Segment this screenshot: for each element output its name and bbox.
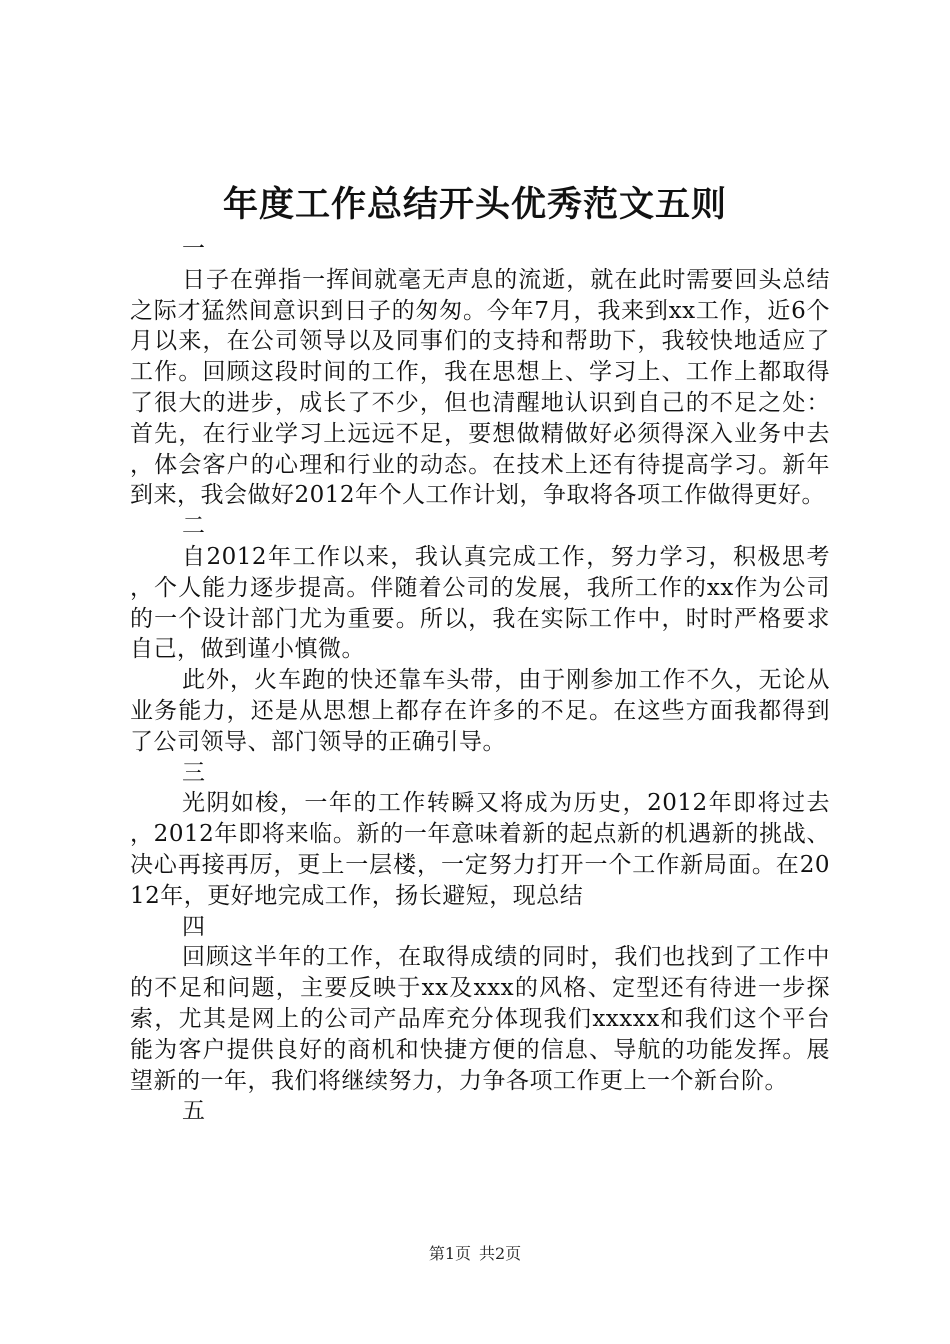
document-title: 年度工作总结开头优秀范文五则: [222, 184, 727, 225]
page-footer: [0, 1243, 950, 1265]
section-4-paragraph-1: 回顾这半年的工作，在取得成绩的同时，我们也找到了工作中的不足和问题，主要反映于xx及xxx的风格、定型还有待进一步探索，尤其是网上的公司产品库充分体现我们xxxxx和我们这个平台能为客户提供良好的商机和快捷方便的信息、导航的功能发挥。展望新的一年，我们将继续努力，力争各项工作更上一个新台阶。: [130, 944, 830, 1094]
section-number-2: 二: [182, 513, 205, 540]
section-1-paragraph-1: 日子在弹指一挥间就毫无声息的流逝，就在此时需要回头总结之际才猛然间意识到日子的匆匆。今年7月，我来到xx工作，近6个月以来，在公司领导以及同事们的支持和帮助下，我较快地适应了工作。回顾这段时间的工作，我在思想上、学习上、工作上都取得了很大的进步，成长了不少，但也清醒地认识到自己的不足之处：首先，在行业学习上远远不足，要想做精做好必须得深入业务中去，体会客户的心理和行业的动态。在技术上还有待提高学习。新年到来，我会做好2012年个人工作计划，争取将各项工作做得更好。: [130, 266, 830, 509]
section-number-4: 四: [182, 913, 205, 940]
section-number-3: 三: [182, 759, 205, 786]
document-body: [130, 234, 830, 1127]
section-number-5: 五: [182, 1098, 205, 1125]
section-3-paragraph-1: 光阴如梭，一年的工作转瞬又将成为历史，2012年即将过去，2012年即将来临。新的一年意味着新的起点新的机遇新的挑战、决心再接再厉，更上一层楼，一定努力打开一个工作新局面。在2012年，更好地完成工作，扬长避短，现总结: [130, 790, 830, 909]
section-2-paragraph-2: 此外，火车跑的快还靠车头带，由于刚参加工作不久，无论从业务能力，还是从思想上都存在许多的不足。在这些方面我都得到了公司领导、部门领导的正确引导。: [130, 667, 830, 755]
page-number-total: 共2页: [479, 1244, 522, 1263]
page-number-current: 第1页: [428, 1244, 471, 1263]
section-2-paragraph-1: 自2012年工作以来，我认真完成工作，努力学习，积极思考，个人能力逐步提高。伴随着公司的发展，我所工作的xx作为公司的一个设计部门尤为重要。所以，我在实际工作中，时时严格要求自己，做到谨小慎微。: [130, 543, 830, 663]
section-number-1: 一: [182, 236, 205, 262]
